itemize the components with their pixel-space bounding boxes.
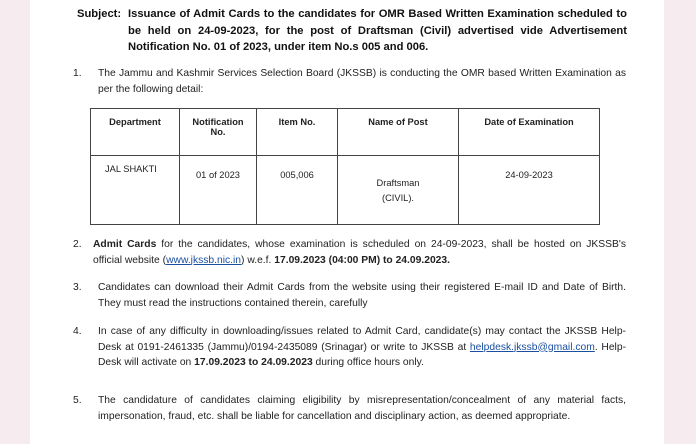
cell-department: JAL SHAKTI <box>91 156 180 225</box>
table-row <box>91 156 600 225</box>
cell-notification: 01 of 2023 <box>180 156 257 225</box>
bold-text: 17.09.2023 (04:00 PM) to 24.09.2023. <box>274 254 450 266</box>
header-post: Name of Post <box>338 109 459 156</box>
point-4: 4. In case of any difficulty in downloading/issues related to Admit Card, candidate(s) may contact the JKSSB Help-Desk at 0191-2461335 (Jammu)/0194-2435089 (Srinagar) or write to JKSSB at helpdesk.jkssb@gmail.com. Help-Desk will activate on 17.09.2023 to 24.09.2023 during office hours only. <box>73 326 627 368</box>
website-link[interactable]: www.jkssb.nic.in <box>166 254 242 266</box>
cell-date: 24-09-2023 <box>459 156 600 225</box>
header-notification: Notification No. <box>180 109 257 156</box>
cell-item: 005,006 <box>257 156 338 225</box>
point-2: 2. Admit Cards for the candidates, whose examination is scheduled on 24-09-2023, shall be hosted on JKSSB's official website (www.jkssb.nic.in) w.e.f. 17.09.2023 (04:00 PM) to 24.09.2023. <box>73 239 626 266</box>
table-header-row <box>91 109 600 156</box>
text: ) w.e.f. <box>241 254 275 266</box>
document-page <box>30 0 664 444</box>
point-1: 1. The Jammu and Kashmir Services Selection Board (JKSSB) is conducting the OMR based Written Examination as per the following detail: <box>73 68 626 95</box>
cell-post: Draftsman (CIVIL). <box>338 156 459 225</box>
bold-text: Admit Cards <box>93 239 157 250</box>
header-item: Item No. <box>257 109 338 156</box>
bold-text: 17.09.2023 to 24.09.2023 <box>194 357 313 368</box>
point-3: 3. Candidates can download their Admit Cards from the website using their registered E-mail ID and Date of Birth. They must read the instructions contained therein, carefully <box>73 282 626 309</box>
exam-details-table <box>90 108 600 225</box>
header-department: Department <box>91 109 180 156</box>
text: . Help-Desk will activate on <box>98 341 627 368</box>
text: for the candidates, whose examination is scheduled on 24-09-2023, shall be hosted on JKSSB's official website ( <box>93 239 626 266</box>
subject: Subject: Issuance of Admit Cards to the candidates for OMR Based Written Examination scheduled to be held on 24-09-2023, for the post of Draftsman (Civil) advertised vide Advertisement Notification No. 01 of 2023, under item No.s 005 and 006. <box>77 8 627 53</box>
text: In case of any difficulty in downloading/issues related to Admit Card, candidate(s) may contact the JKSSB Help-Desk at 0191-2461335 (Jammu)/0194-2435089 (Srinagar) or write to JKSSB at <box>98 326 626 353</box>
point-5: 5. The candidature of candidates claiming eligibility by misrepresentation/concealment of any material facts, impersonation, fraud, etc. shall be liable for cancellation and disciplinary action, as deemed appropriate. <box>73 395 626 422</box>
helpdesk-email-link[interactable]: helpdesk.jkssb@gmail.com <box>469 341 595 353</box>
text: during office hours only. <box>312 357 424 368</box>
header-date: Date of Examination <box>459 109 600 156</box>
